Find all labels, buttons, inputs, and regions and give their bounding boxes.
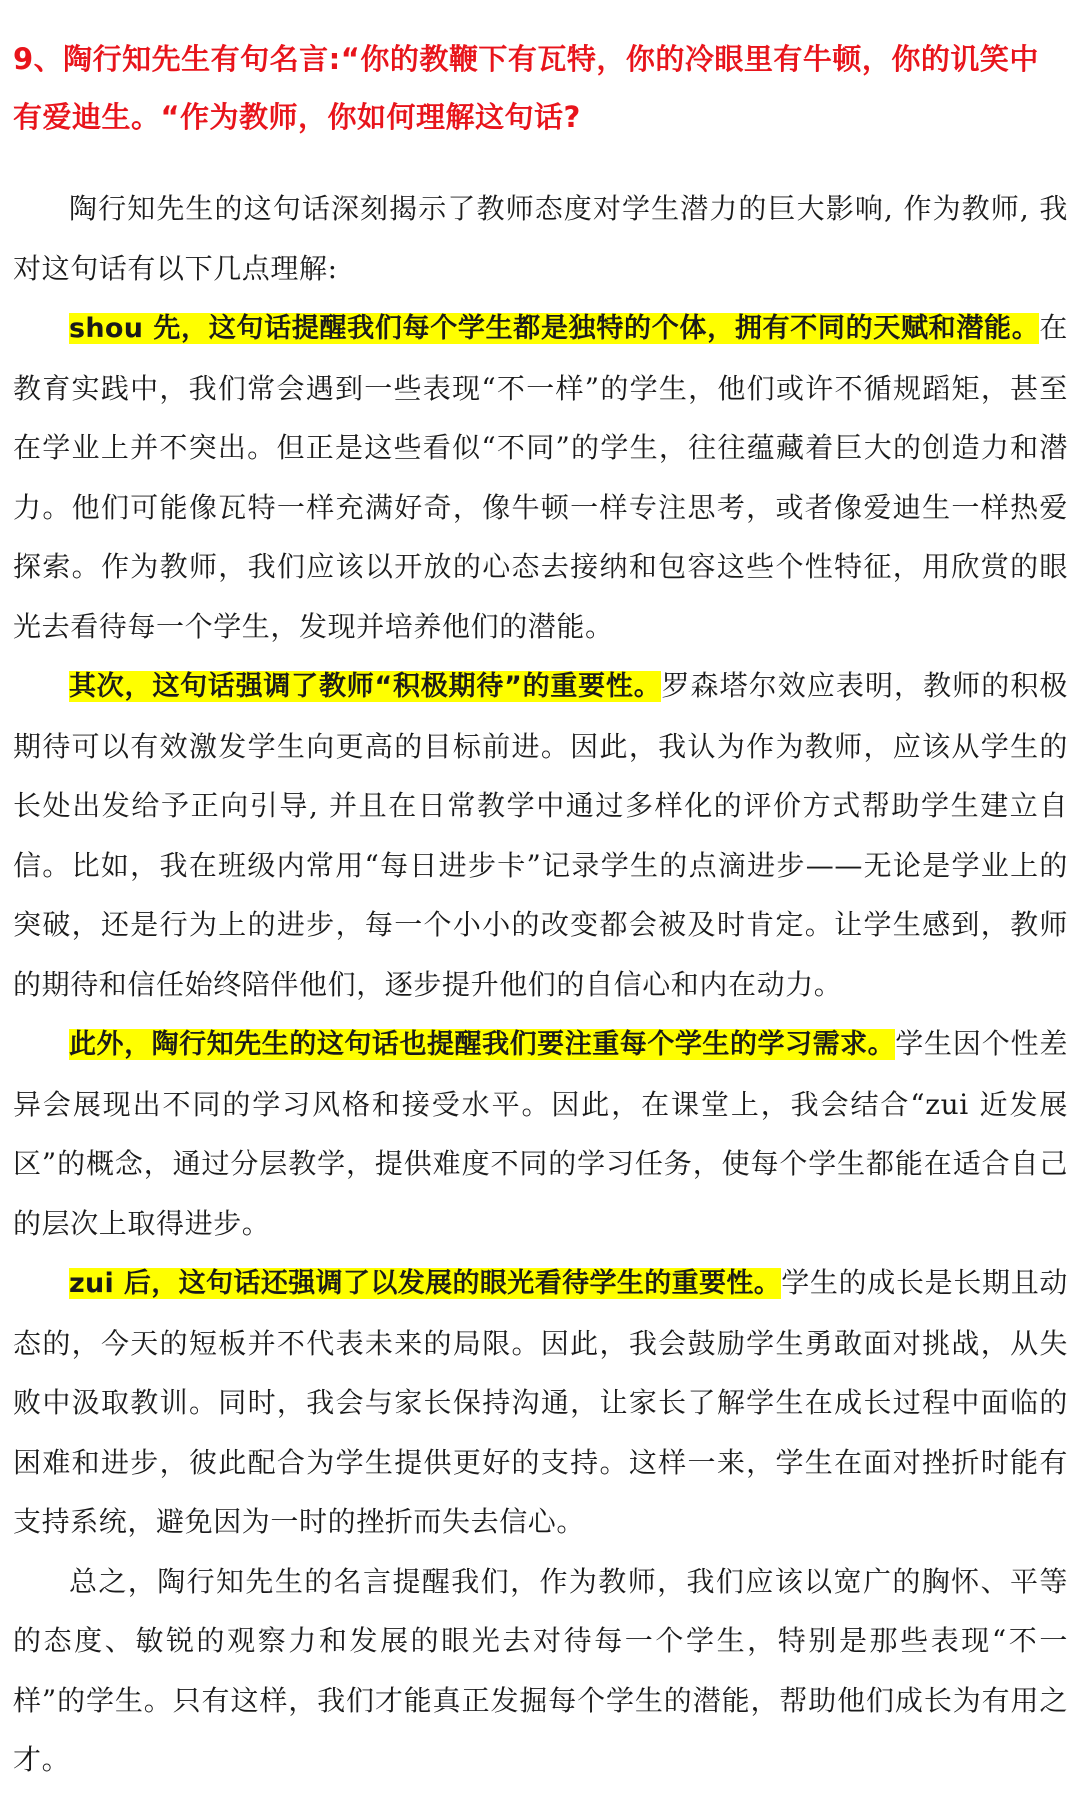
point-1-highlight: shou 先，这句话提醒我们每个学生都是独特的个体，拥有不同的天赋和潜能。 xyxy=(69,313,1040,344)
document-page xyxy=(13,30,1068,1790)
point-paragraph-4 xyxy=(13,1253,1068,1552)
question-heading: 9、陶行知先生有句名言:“你的教鞭下有瓦特，你的冷眼里有牛顿，你的讥笑中有爱迪生。“作为教师，你如何理解这句话? xyxy=(13,42,1039,134)
point-4-body: 学生的成长是长期且动态的，今天的短板并不代表未来的局限。因此，我会鼓励学生勇敢面对挑战，从失败中汲取教训。同时，我会与家长保持沟通，让家长了解学生在成长过程中面临的困难和进步，彼此配合为学生提供更好的支持。这样一来，学生在面对挫折时能有支持系统，避免因为一时的挫折而失去信心。 xyxy=(13,1266,1068,1538)
point-4-highlight: zui 后，这句话还强调了以发展的眼光看待学生的重要性。 xyxy=(69,1268,782,1299)
conclusion-paragraph: 总之，陶行知先生的名言提醒我们，作为教师，我们应该以宽广的胸怀、平等的态度、敏锐的观察力和发展的眼光去对待每一个学生，特别是那些表现“不一样”的学生。只有这样，我们才能真正发掘每个学生的潜能，帮助他们成长为有用之才。 xyxy=(13,1564,1068,1776)
point-1-body: 在教育实践中，我们常会遇到一些表现“不一样”的学生，他们或许不循规蹈矩，甚至在学业上并不突出。但正是这些看似“不同”的学生，往往蕴藏着巨大的创造力和潜力。他们可能像瓦特一样充满好奇，像牛顿一样专注思考，或者像爱迪生一样热爱探索。作为教师，我们应该以开放的心态去接纳和包容这些个性特征，用欣赏的眼光去看待每一个学生，发现并培养他们的潜能。 xyxy=(13,311,1068,643)
point-2-highlight: 其次，这句话强调了教师“积极期待”的重要性。 xyxy=(69,671,662,702)
point-paragraph-2 xyxy=(13,656,1068,1014)
point-paragraph-1 xyxy=(13,298,1068,656)
intro-paragraph: 陶行知先生的这句话深刻揭示了教师态度对学生潜力的巨大影响, 作为教师, 我对这句话有以下几点理解: xyxy=(13,192,1068,285)
point-2-body: 罗森塔尔效应表明，教师的积极期待可以有效激发学生向更高的目标前进。因此，我认为作为教师，应该从学生的长处出发给予正向引导, 并且在日常教学中通过多样化的评价方式帮助学生建立自信。比如，我在班级内常用“每日进步卡”记录学生的点滴进步——无论是学业上的突破，还是行为上的进步，每一个小小的改变都会被及时肯定。让学生感到，教师的期待和信任始终陪伴他们，逐步提升他们的自信心和内在动力。 xyxy=(13,669,1068,1001)
point-3-body: 学生因个性差异会展现出不同的学习风格和接受水平。因此，在课堂上，我会结合“zui 近发展区”的概念，通过分层教学，提供难度不同的学习任务，使每个学生都能在适合自己的层次上取得进步。 xyxy=(13,1027,1069,1240)
point-paragraph-3 xyxy=(13,1014,1068,1253)
point-3-highlight: 此外，陶行知先生的这句话也提醒我们要注重每个学生的学习需求。 xyxy=(69,1029,896,1060)
